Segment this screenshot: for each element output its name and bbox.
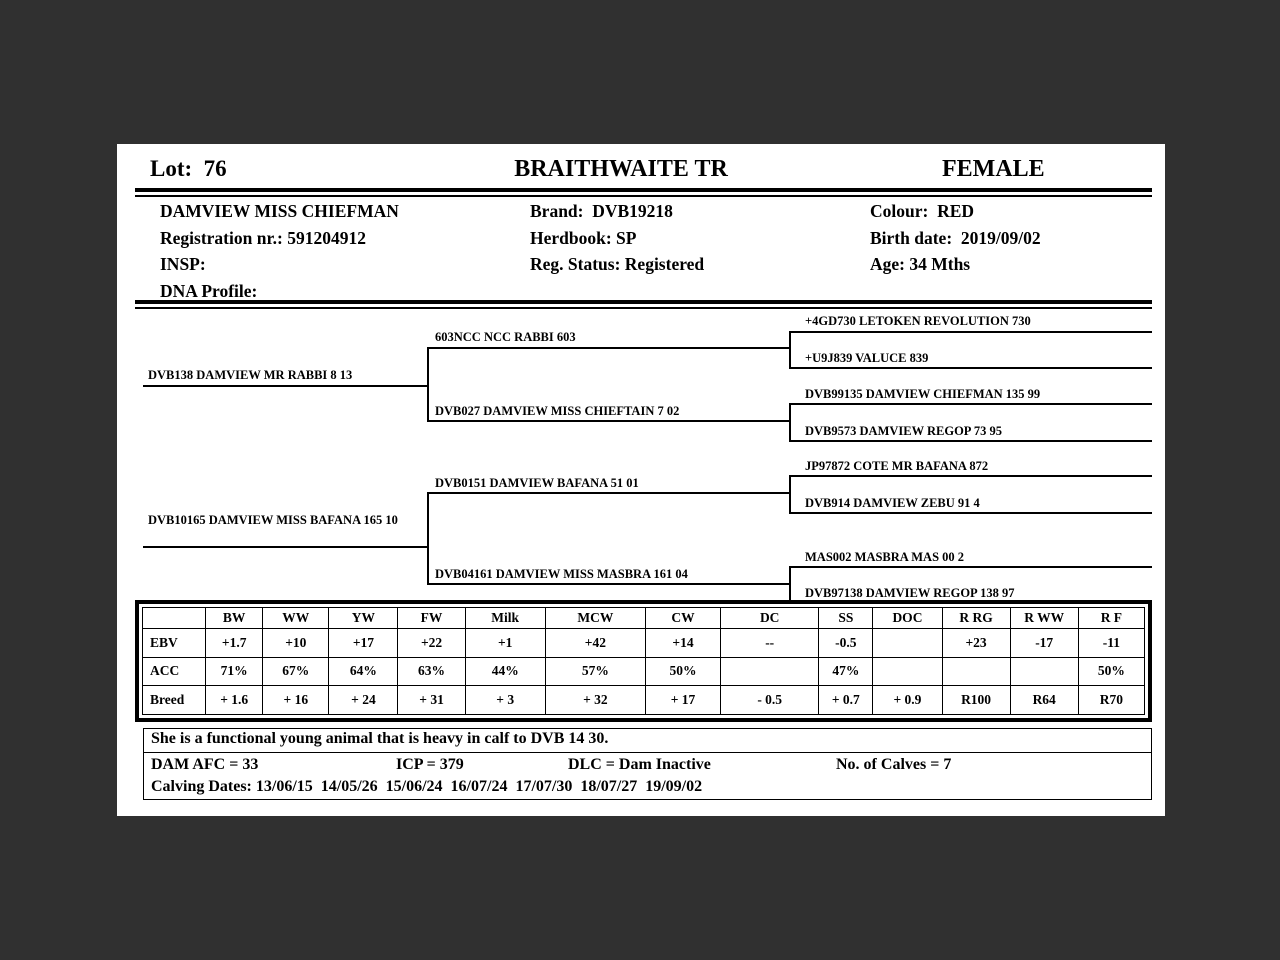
brand: Brand: DVB19218	[530, 201, 673, 221]
acc-cell: 50%	[645, 657, 720, 686]
dlc: DLC = Dam Inactive	[568, 756, 711, 773]
row-label: Breed	[143, 686, 206, 715]
pedigree-sire-sire-dam: +U9J839 VALUCE 839	[805, 351, 929, 365]
icp: ICP = 379	[396, 756, 464, 773]
col-header: R F	[1078, 608, 1144, 629]
col-header: BW	[206, 608, 263, 629]
acc-cell: 50%	[1078, 657, 1144, 686]
col-header: SS	[819, 608, 873, 629]
pedigree-line	[427, 420, 791, 422]
animal-name: DAMVIEW MISS CHIEFMAN	[160, 201, 399, 221]
reg-status: Reg. Status: Registered	[530, 254, 705, 274]
pedigree-line	[789, 440, 1152, 442]
breed-cell: - 0.5	[721, 686, 819, 715]
ebv-row	[143, 629, 1145, 658]
dam-afc: DAM AFC = 33	[151, 756, 259, 773]
breed-cell: + 0.7	[819, 686, 873, 715]
pedigree-dam: DVB10165 DAMVIEW MISS BAFANA 165 10	[148, 513, 398, 527]
dna-profile-label: DNA Profile:	[160, 280, 258, 301]
ebv-cell: +22	[398, 629, 465, 658]
birth-date: Birth date: 2019/09/02	[870, 227, 1041, 248]
acc-cell: 67%	[263, 657, 329, 686]
breed-cell: + 24	[329, 686, 398, 715]
pedigree-dam-sire: DVB0151 DAMVIEW BAFANA 51 01	[435, 476, 639, 490]
breed-cell: R100	[942, 686, 1010, 715]
pedigree-line	[427, 492, 791, 494]
col-header: FW	[398, 608, 465, 629]
breed-cell: + 1.6	[206, 686, 263, 715]
pedigree-dam-sire-sire: JP97872 COTE MR BAFANA 872	[805, 459, 989, 473]
acc-cell: 71%	[206, 657, 263, 686]
col-header: DOC	[873, 608, 942, 629]
sex-label: FEMALE	[942, 156, 1045, 182]
pedigree-sire-dam-dam: DVB9573 DAMVIEW REGOP 73 95	[805, 424, 1003, 438]
registration-number: Registration nr.: 591204912	[160, 227, 366, 248]
page-title: BRAITHWAITE TR	[514, 156, 728, 182]
pedigree-line	[789, 566, 791, 604]
col-header: WW	[263, 608, 329, 629]
breed-cell: + 0.9	[873, 686, 942, 715]
ebv-cell: +17	[329, 629, 398, 658]
calving-dates: Calving Dates: 13/06/15 14/05/26 15/06/24 16/07/24 17/07/30 18/07/27 19/09/02	[151, 778, 703, 795]
pedigree-line	[789, 403, 791, 442]
col-header: DC	[721, 608, 819, 629]
pedigree-line	[427, 492, 429, 585]
pedigree-sire-dam: DVB027 DAMVIEW MISS CHIEFTAIN 7 02	[435, 404, 680, 418]
ebv-cell: +10	[263, 629, 329, 658]
col-header: Milk	[465, 608, 545, 629]
pedigree-line	[427, 347, 429, 422]
row-label: ACC	[143, 657, 206, 686]
pedigree-dam-dam-sire: MAS002 MASBRA MAS 00 2	[805, 550, 965, 564]
pedigree-line	[789, 566, 1152, 568]
pedigree-line	[143, 546, 429, 548]
col-header	[143, 608, 206, 629]
col-header: MCW	[545, 608, 645, 629]
lot-number: Lot: 76	[150, 156, 227, 181]
ebv-cell: --	[721, 629, 819, 658]
acc-cell: 44%	[465, 657, 545, 686]
breed-cell: R64	[1010, 686, 1078, 715]
acc-cell: 64%	[329, 657, 398, 686]
pedigree-sire: DVB138 DAMVIEW MR RABBI 8 13	[148, 368, 353, 382]
pedigree-dam-dam-dam: DVB97138 DAMVIEW REGOP 138 97	[805, 586, 1015, 600]
ebv-cell: -11	[1078, 629, 1144, 658]
col-header: CW	[645, 608, 720, 629]
ebv-table	[142, 607, 1145, 715]
pedigree-sire-dam-sire: DVB99135 DAMVIEW CHIEFMAN 135 99	[805, 387, 1041, 401]
ebv-cell: -0.5	[819, 629, 873, 658]
breed-cell: + 32	[545, 686, 645, 715]
age: Age: 34 Mths	[870, 254, 971, 274]
acc-cell	[873, 657, 942, 686]
row-label: EBV	[143, 629, 206, 658]
ebv-header-row	[143, 608, 1145, 629]
number-of-calves: No. of Calves = 7	[836, 756, 952, 773]
insp-label: INSP:	[160, 254, 206, 274]
ebv-cell: +1	[465, 629, 545, 658]
ebv-cell: -17	[1010, 629, 1078, 658]
breed-cell: + 3	[465, 686, 545, 715]
colour: Colour: RED	[870, 201, 975, 221]
dam-stats-box	[143, 752, 1152, 800]
pedigree-line	[789, 331, 791, 369]
acc-cell	[942, 657, 1010, 686]
acc-row	[143, 657, 1145, 686]
pedigree-line	[789, 331, 1152, 333]
ebv-table-frame	[135, 600, 1152, 722]
acc-cell	[1010, 657, 1078, 686]
pedigree-line	[789, 403, 1152, 405]
pedigree-line	[427, 583, 791, 585]
acc-cell: 63%	[398, 657, 465, 686]
pedigree-line	[789, 367, 1152, 369]
col-header: R WW	[1010, 608, 1078, 629]
pedigree-line	[427, 347, 791, 349]
breed-row	[143, 686, 1145, 715]
breed-cell: + 31	[398, 686, 465, 715]
ebv-cell: +23	[942, 629, 1010, 658]
herdbook: Herdbook: SP	[530, 227, 637, 248]
comment-text: She is a functional young animal that is heavy in calf to DVB 14 30.	[151, 730, 609, 747]
breed-cell: R70	[1078, 686, 1144, 715]
pedigree-line	[143, 385, 429, 387]
pedigree-dam-sire-dam: DVB914 DAMVIEW ZEBU 91 4	[805, 496, 980, 510]
acc-cell	[721, 657, 819, 686]
pedigree-line	[789, 475, 791, 514]
pedigree-line	[789, 475, 1152, 477]
ebv-cell: +14	[645, 629, 720, 658]
ebv-cell: +42	[545, 629, 645, 658]
catalog-page	[117, 144, 1165, 816]
comment-box	[143, 728, 1152, 753]
acc-cell: 47%	[819, 657, 873, 686]
col-header: R RG	[942, 608, 1010, 629]
pedigree-dam-dam: DVB04161 DAMVIEW MISS MASBRA 161 04	[435, 567, 688, 581]
col-header: YW	[329, 608, 398, 629]
ebv-cell	[873, 629, 942, 658]
acc-cell: 57%	[545, 657, 645, 686]
pedigree-sire-sire: 603NCC NCC RABBI 603	[435, 330, 576, 344]
ebv-cell: +1.7	[206, 629, 263, 658]
breed-cell: + 16	[263, 686, 329, 715]
breed-cell: + 17	[645, 686, 720, 715]
pedigree-line	[789, 512, 1152, 514]
pedigree-sire-sire-sire: +4GD730 LETOKEN REVOLUTION 730	[805, 314, 1031, 328]
